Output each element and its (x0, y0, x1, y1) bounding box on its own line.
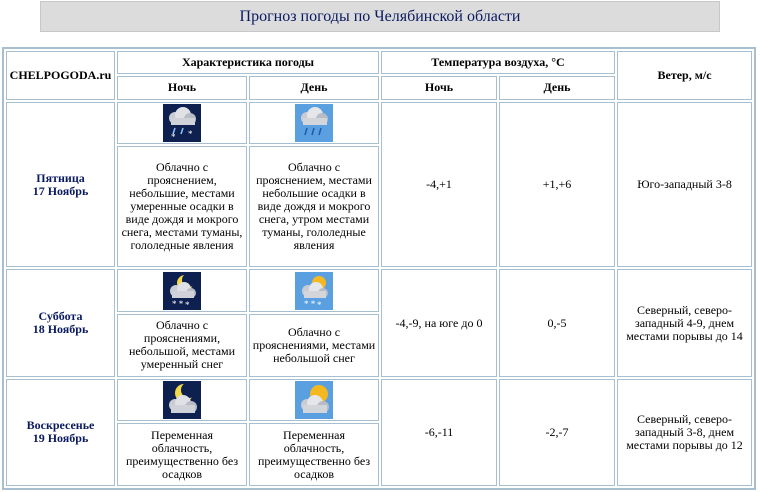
svg-text:* *: * * (172, 298, 184, 309)
wind-value: Северный, северо-западный 3-8, днем местами порывы до 12 (617, 379, 752, 486)
svg-text:*: * (188, 128, 193, 139)
date-label: 18 Ноябрь (32, 322, 89, 337)
night-description: Переменная облачность, преимущественно без осадков (117, 423, 247, 486)
weekday-label: Воскресенье (26, 418, 95, 433)
date-label: 17 Ноябрь (32, 183, 89, 198)
wind-value: Северный, северо-западный 4-9, днем местами порывы до 14 (617, 269, 752, 376)
night-icon-cell (117, 269, 247, 312)
header-weather-characteristics: Характеристика погоды (117, 51, 379, 74)
day-description: Облачно с прояснением, местами небольшие осадки в виде дождя и мокрого снега, утром местами туманы, гололедные явления (249, 146, 379, 267)
temp-day: -2,-7 (499, 379, 615, 486)
header-wind: Ветер, м/с (617, 51, 752, 100)
night-icon-cell (117, 379, 247, 422)
night-description: Облачно с прояснением, небольшие, местами умеренные осадки в виде дождя и мокрого снега, местами туманы, гололедные явления (117, 146, 247, 267)
day-label (6, 102, 115, 268)
moon-cloud-icon (163, 381, 201, 419)
temp-night: -6,-11 (381, 379, 497, 486)
date-label: 19 Ноябрь (32, 431, 89, 446)
night-icon-cell (117, 102, 247, 145)
svg-text:*: * (317, 299, 322, 310)
sun-cloud-snow-icon (295, 272, 333, 310)
header-air-temperature: Температура воздуха, °С (381, 51, 615, 74)
moon-cloud-snow-icon (163, 272, 201, 310)
wind-value: Юго-западный 3-8 (617, 102, 752, 268)
brand-logo[interactable]: CHELPOGODA.ru (6, 51, 115, 100)
header-temp-night: Ночь (381, 76, 497, 99)
header-char-day: День (249, 76, 379, 99)
header-temp-day: День (499, 76, 615, 99)
day-icon-cell (249, 102, 379, 145)
day-label (6, 269, 115, 376)
temp-night: -4,+1 (381, 102, 497, 268)
cloud-rain-icon (295, 104, 333, 142)
day-icon-cell (249, 379, 379, 422)
temp-day: +1,+6 (499, 102, 615, 268)
day-icon-cell (249, 269, 379, 312)
page-title: Прогноз погоды по Челябинской области (40, 1, 720, 32)
table-row (6, 379, 752, 422)
temp-night: -4,-9, на юге до 0 (381, 269, 497, 376)
cloud-rain-snow-icon (163, 104, 201, 142)
day-description: Облачно с прояснениями, местами небольшой снег (249, 314, 379, 377)
day-label (6, 379, 115, 486)
temp-day: 0,-5 (499, 269, 615, 376)
header-char-night: Ночь (117, 76, 247, 99)
weekday-label: Пятница (36, 170, 85, 185)
table-row (6, 102, 752, 145)
svg-text:* *: * * (304, 298, 316, 309)
forecast-table (2, 47, 756, 490)
sun-cloud-icon (295, 381, 333, 419)
day-description: Переменная облачность, преимущественно без осадков (249, 423, 379, 486)
table-row (6, 269, 752, 312)
svg-text:*: * (171, 131, 176, 142)
weekday-label: Суббота (38, 309, 83, 324)
night-description: Облачно с прояснениями, небольшой, местами умеренный снег (117, 314, 247, 377)
svg-text:*: * (185, 299, 190, 310)
